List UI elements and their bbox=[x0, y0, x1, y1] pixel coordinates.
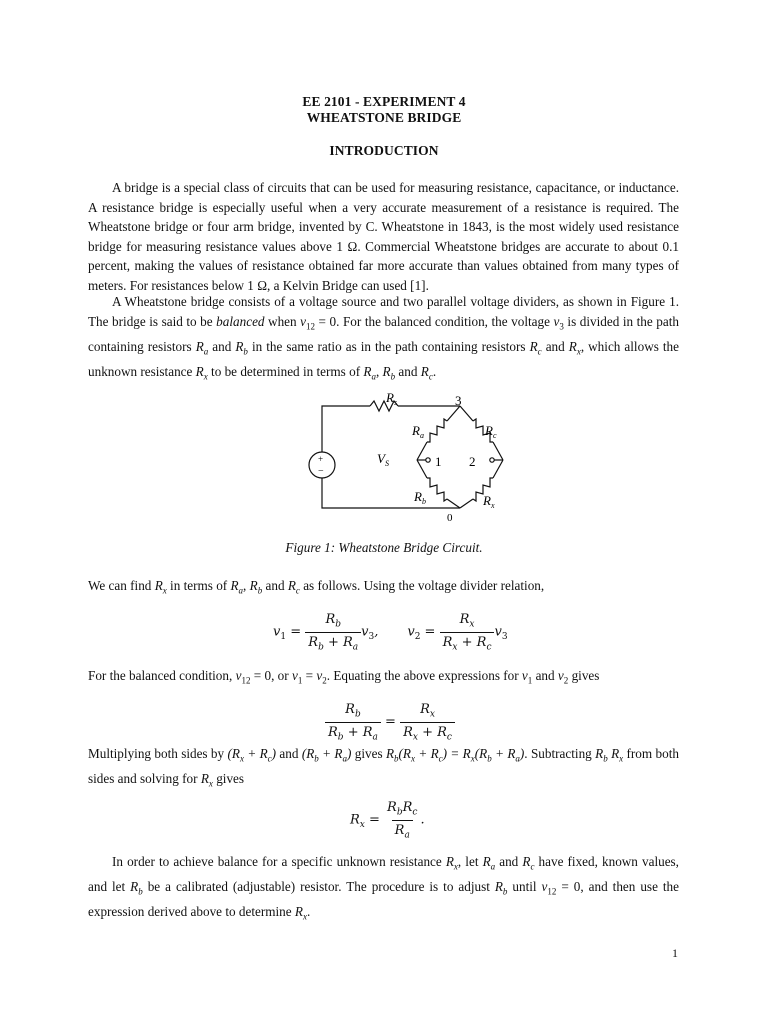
page-number: 1 bbox=[672, 946, 678, 960]
equation-ratio: $\frac{R_b}{R_b + R_a}$ = $\frac{R_x}{R_x + R_c}$ bbox=[325, 702, 455, 742]
label-node2: 2 bbox=[469, 454, 476, 469]
label-rx: $R_x$ bbox=[483, 493, 495, 510]
label-rb: $R_b$ bbox=[414, 489, 426, 506]
minus-sign: − bbox=[318, 466, 324, 477]
label-node0: 0 bbox=[447, 512, 453, 524]
intro-paragraph-2: A Wheatstone bridge consists of a voltage source and two parallel voltage dividers, as shown in Figure 1. The bridge is said to be balanced when $v_{12} = 0$. For the balanced condition, the voltage $v_3$ is divided in the path containing resistors $R_a$ and $R_b$ in the same ratio as in the path containing resistors $R_c$ and $R_x$, which allows the unknown resistance $R_x$ to be determined in terms of $R_a$, $R_b$ and $R_c$. bbox=[88, 294, 679, 382]
doc-title-line2: WHEATSTONE BRIDGE bbox=[306, 110, 462, 125]
label-rs: $R_s$ bbox=[386, 390, 398, 407]
paragraph-multiplying: Multiplying both sides by $(R_x + R_c)$ and $(R_b + R_a)$ gives $R_b(R_x + R_c) = R_x(R_b + R_a)$. Subtracting $R_b$ $R_x$ from both sides and solving for $R_x$ gives bbox=[88, 746, 679, 789]
plus-sign: + bbox=[318, 454, 324, 464]
equation-voltage-divider: $v_1$ = $\frac{R_b}{R_b + R_a}$ $v_3$, $v_2$ = $\frac{R_x}{R_x + R_c}$ $v_3$ bbox=[273, 612, 508, 653]
label-vs: $V_S$ bbox=[377, 451, 389, 468]
label-node3: 3 bbox=[455, 393, 462, 408]
section-heading: INTRODUCTION bbox=[329, 143, 439, 158]
equation-rx: $R_x$ = $\frac{R_bR_c}{R_a}$ . bbox=[350, 800, 425, 841]
paragraph-procedure: In order to achieve balance for a specific unknown resistance $R_x$, let $R_a$ and $R_c$ have fixed, known values, and let $R_b$ be a calibrated (adjustable) resistor. The procedure is to adjust $R_b$ until $v_{12} = 0$, and then use the expression derived above to determine $R_x$. bbox=[88, 854, 680, 922]
label-ra: $R_a$ bbox=[412, 423, 424, 440]
paragraph-balanced-condition: For the balanced condition, $v_{12} = 0$, or $v_1 = v_2$. Equating the above expressions for $v_1$ and $v_2$ gives bbox=[88, 668, 600, 686]
label-rc: $R_c$ bbox=[485, 423, 497, 440]
figure-caption: Figure 1: Wheatstone Bridge Circuit. bbox=[285, 540, 483, 555]
paragraph-find-rx: We can find $R_x$ in terms of $R_a$, $R_b$ and $R_c$ as follows. Using the voltage divider relation, bbox=[88, 578, 545, 596]
intro-paragraph-1: A bridge is a special class of circuits that can be used for measuring resistance, capacitance, or inductance. A resistance bridge is especially useful when a very accurate measurement of a resistance is required. The Wheatstone bridge or four arm bridge, invented by C. Wheatstone in 1843, is the most widely used resistance bridge for measuring resistance values above 1 Ω. Commercial Wheatstone bridges are accurate to about 0.1 percent, making the values of resistance obtained far more accurate than values obtained from many types of meters. For resistances below 1 Ω, a Kelvin Bridge can used [1]. bbox=[88, 180, 679, 293]
wheatstone-bridge-diagram bbox=[300, 388, 520, 528]
label-node1: 1 bbox=[435, 454, 442, 469]
doc-title-line1: EE 2101 - EXPERIMENT 4 bbox=[302, 94, 466, 109]
